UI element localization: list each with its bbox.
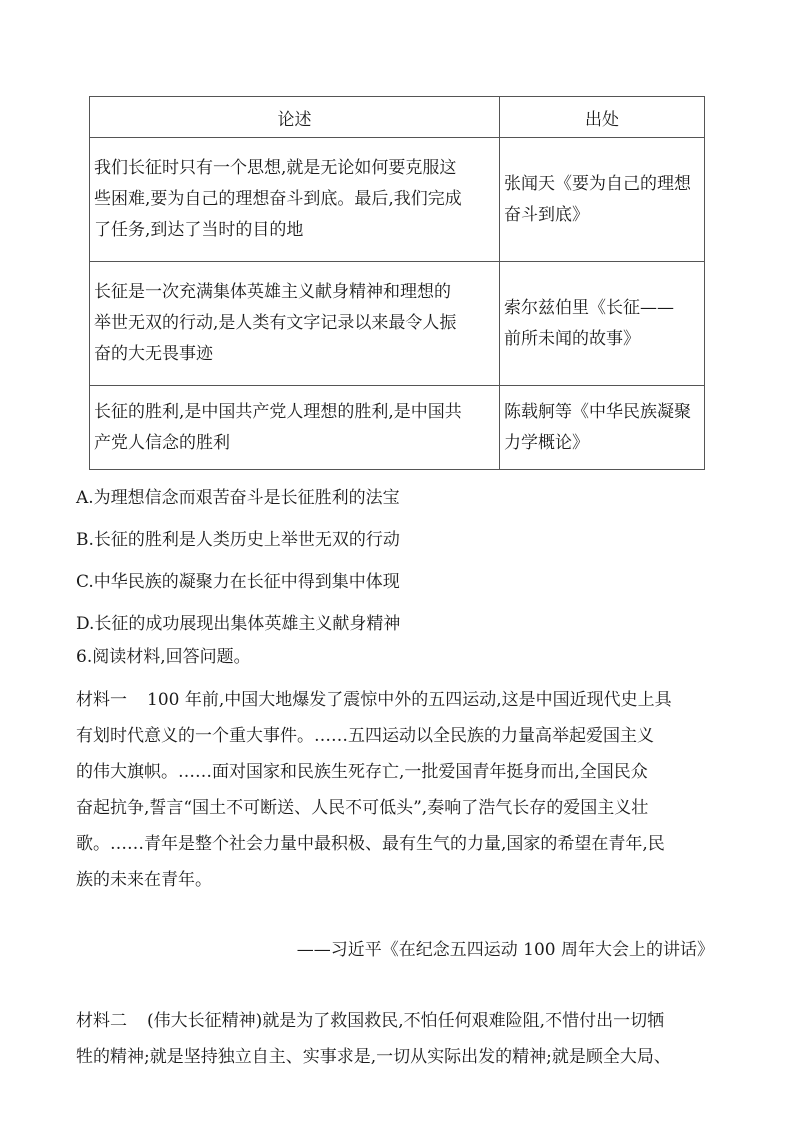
statement-line: 长征的胜利,是中国共产党人理想的胜利,是中国共 [94,401,462,422]
statement-line: 我们长征时只有一个思想,就是无论如何要克服这 [94,158,457,178]
table-header-row [90,97,705,138]
source-line: 张闻天《要为自己的理想 [504,173,691,194]
option-c[interactable]: C.中华民族的凝聚力在长征中得到集中体现 [76,572,400,592]
material-line: 族的未来在青年。 [76,870,212,890]
material-one-label: 材料一 [76,690,127,710]
option-b[interactable]: B.长征的胜利是人类历史上举世无双的行动 [76,530,400,550]
statement-line: 了任务,到达了当时的目的地 [94,220,304,240]
statement-line: 长征是一次充满集体英雄主义献身精神和理想的 [94,282,451,302]
material-text: (伟大长征精神)就是为了救国救民,不怕任何艰难险阻,不惜付出一切牺 [147,1011,665,1031]
source-line: 力学概论》 [504,432,589,453]
statement-cell [90,386,500,470]
answer-options [76,477,736,645]
source-line: 陈载舸等《中华民族凝聚 [504,401,691,422]
table-row [90,138,705,262]
material-line: 牲的精神;就是坚持独立自主、实事求是,一切从实际出发的精神;就是顾全大局、 [76,1047,671,1067]
source-line: 前所未闻的故事》 [504,328,640,349]
statement-line: 产党人信念的胜利 [94,432,230,453]
material-line [76,1003,736,1039]
header-source: 出处 [500,97,705,138]
material-text: 100 年前,中国大地爆发了震惊中外的五四运动,这是中国近现代史上具 [147,690,672,710]
material-line: 奋起抗争,誓言“国土不可断送、人民不可低头”,奏响了浩气长存的爱国主义壮 [76,798,649,818]
statement-line: 奋的大无畏事迹 [94,344,213,364]
statement-cell [90,138,500,262]
material-one [76,682,736,898]
material-line: 有划时代意义的一个重大事件。……五四运动以全民族的力量高举起爱国主义 [76,726,654,746]
material-two-label: 材料二 [76,1011,127,1031]
table-row [90,262,705,386]
source-cell [500,386,705,470]
source-cell [500,262,705,386]
source-cell [500,138,705,262]
header-statement: 论述 [90,97,500,138]
statement-cell [90,262,500,386]
table-row [90,386,705,470]
source-line: 索尔兹伯里《长征—— [504,297,674,318]
source-line: 奋斗到底》 [504,204,589,225]
statement-line: 些困难,要为自己的理想奋斗到底。最后,我们完成 [94,189,462,209]
statement-line: 举世无双的行动,是人类有文字记录以来最令人振 [94,313,457,333]
question-6-prompt: 6.阅读材料,回答问题。 [76,647,251,667]
material-two [76,1003,736,1075]
material-line [76,682,736,718]
material-one-source: ——习近平《在纪念五四运动 100 周年大会上的讲话》 [296,940,714,960]
material-line: 歌。……青年是整个社会力量中最积极、最有生气的力量,国家的希望在青年,民 [76,834,665,854]
option-a[interactable]: A.为理想信念而艰苦奋斗是长征胜利的法宝 [76,488,400,508]
option-d[interactable]: D.长征的成功展现出集体英雄主义献身精神 [76,614,401,634]
quote-table [89,96,705,470]
material-line: 的伟大旗帜。……面对国家和民族生死存亡,一批爱国青年挺身而出,全国民众 [76,762,648,782]
